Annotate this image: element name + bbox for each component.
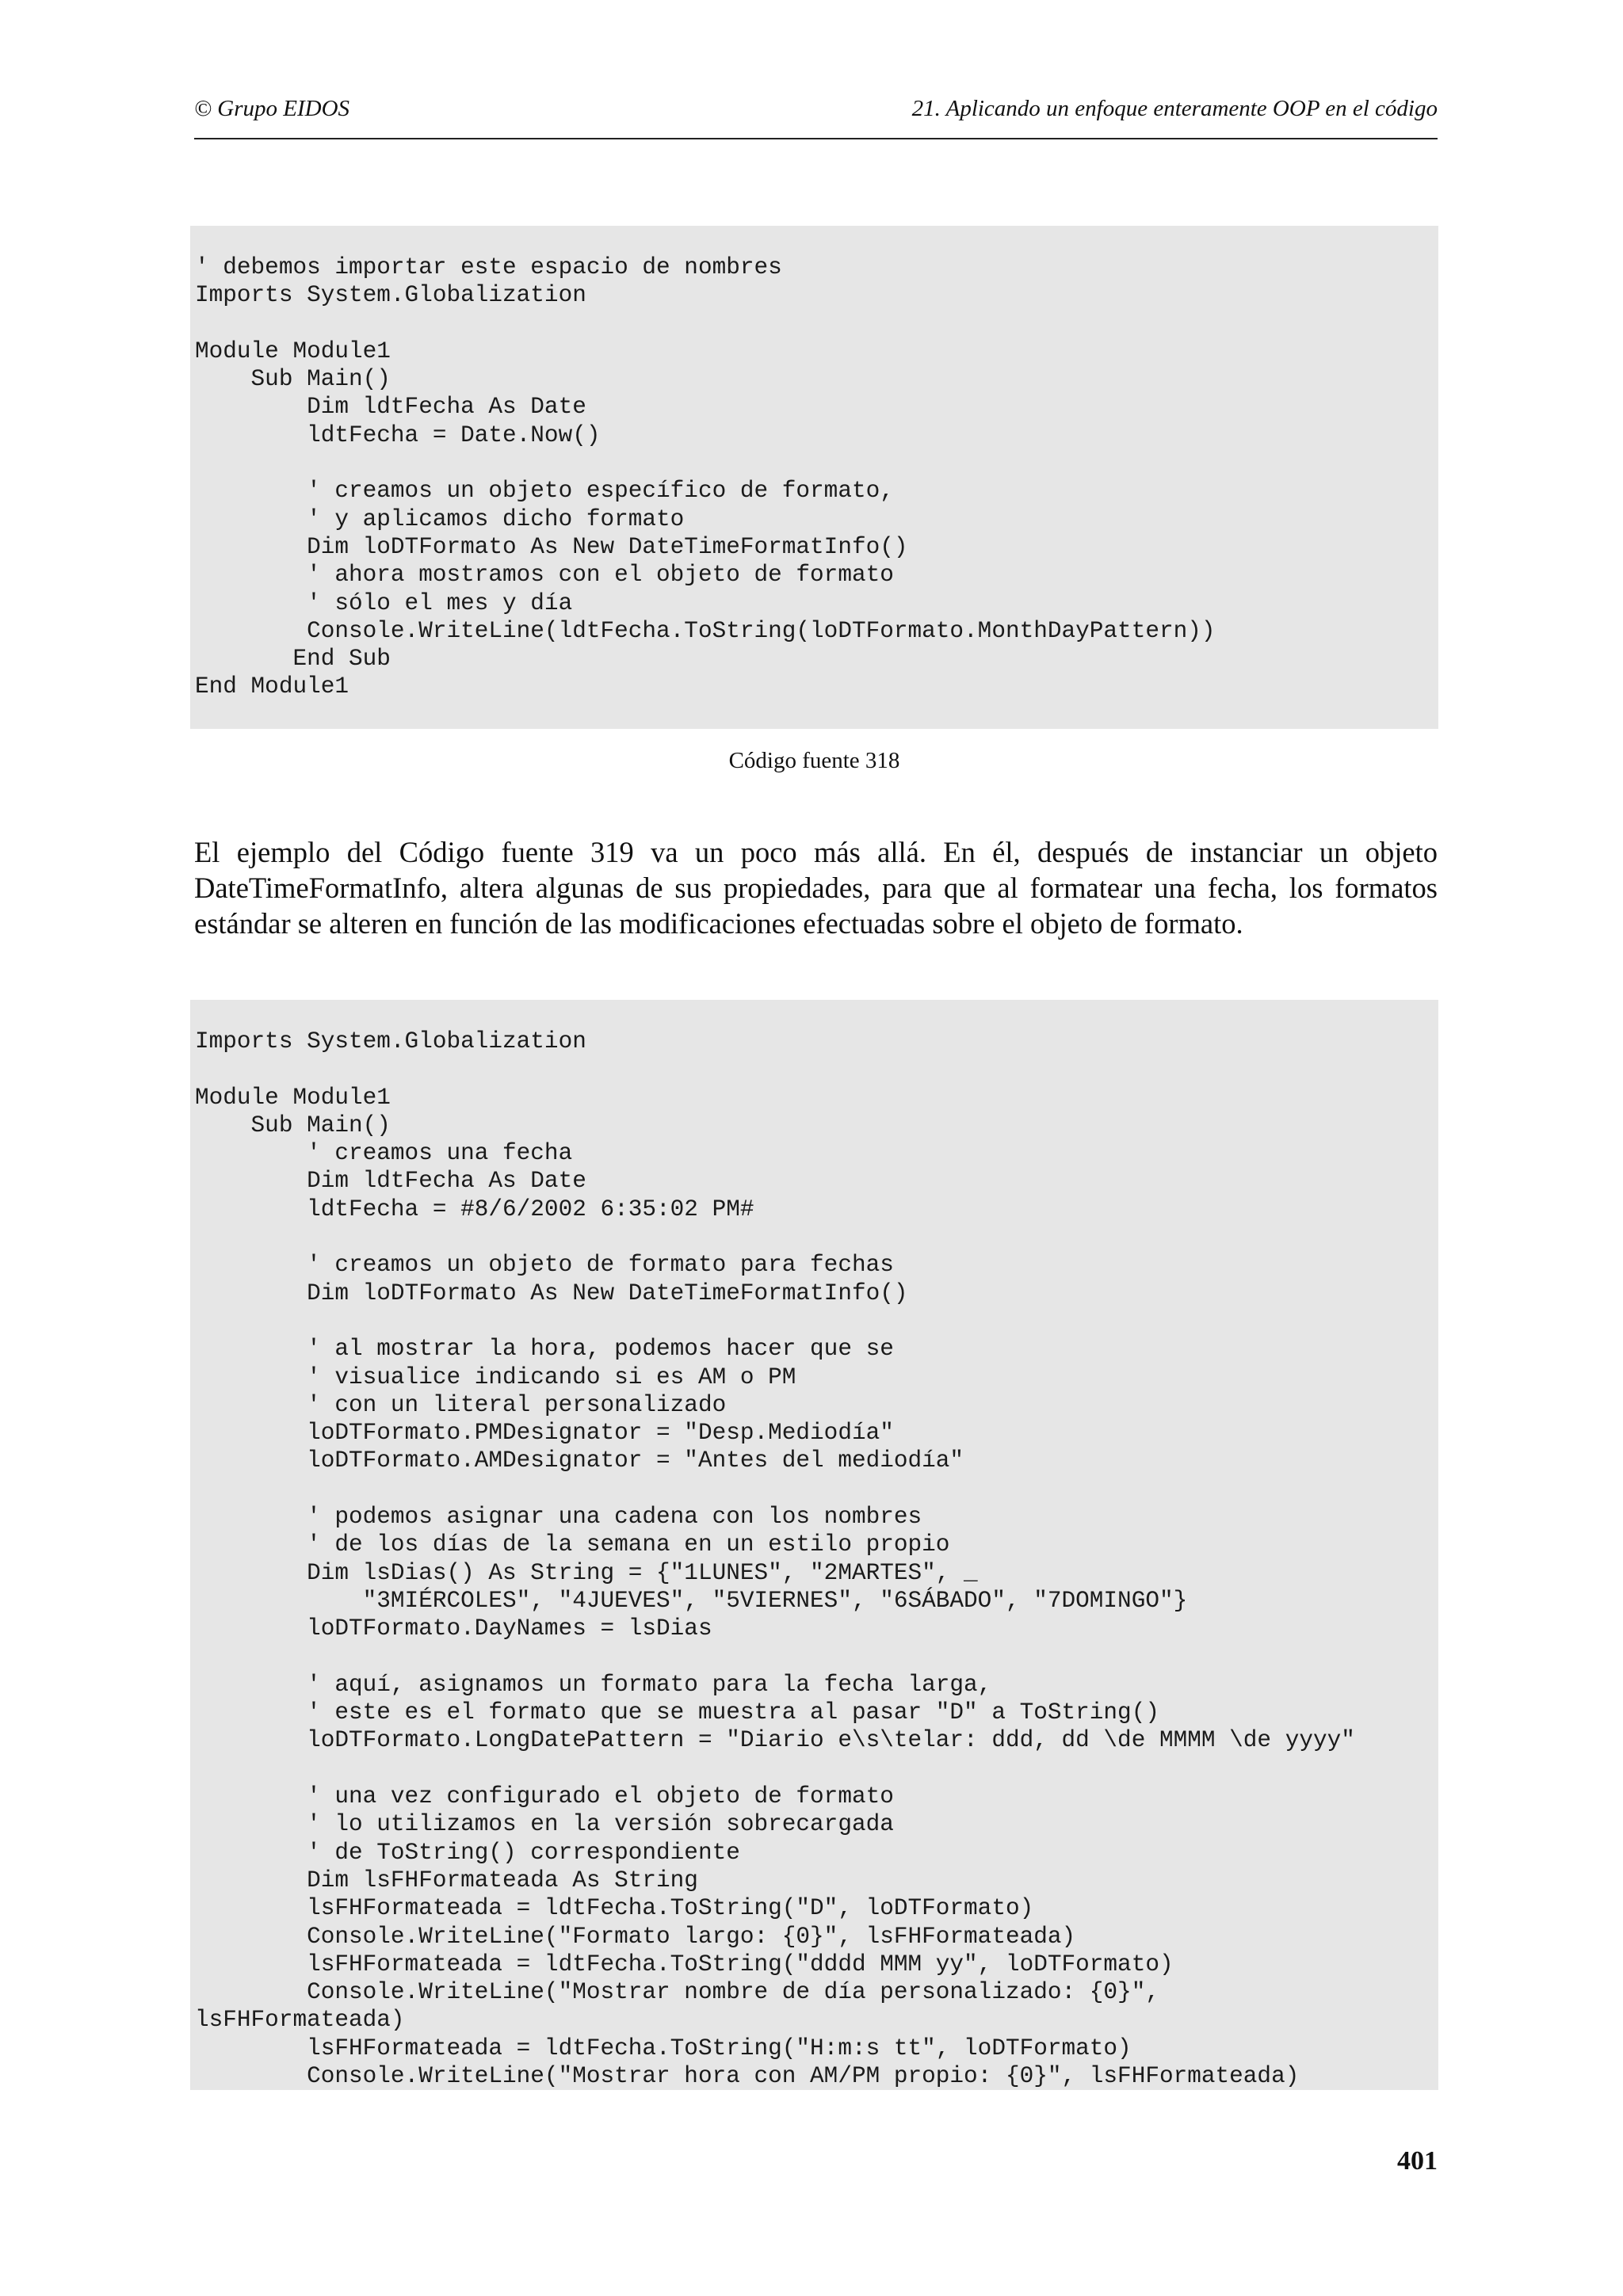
body-paragraph: El ejemplo del Código fuente 319 va un poco más allá. En él, después de instanciar un objeto DateTimeFormatInfo, altera algunas de sus propiedades, para que al formatear una fecha, los formatos estándar se alteren en función de las modificaciones efectuadas sobre el objeto de formato.: [194, 836, 1438, 940]
header-chapter-title: 21. Aplicando un enfoque enteramente OOP en el código: [911, 96, 1438, 121]
code-listing-319: Imports System.Globalization Module Module1 Sub Main() ' creamos una fecha Dim ldtFecha As Date ldtFecha = #8/6/2002 6:35:02 PM# ' creamos un objeto de formato para fechas Dim loDTFormato As New DateTimeFormatInfo() ' al mostrar la hora, podemos hacer que se ' visualice indicando si es AM o PM ' con un literal personalizado loDTFormato.PMDesignator = "Desp.Mediodía" loDTFormato.AMDesignator = "Antes del mediodía" ' podemos asignar una cadena con los nombres ' de los días de la semana en un estilo propio Dim lsDias() As String = {"1LUNES", "2MARTES", _ "3MIÉRCOLES", "4JUEVES", "5VIERNES", "6SÁBADO", "7DOMINGO"} loDTFormato.DayNames = lsDias ' aquí, asignamos un formato para la fecha larga, ' este es el formato que se muestra al pasar "D" a ToString() loDTFormato.LongDatePattern = "Diario e\s\telar: ddd, dd \de MMMM \de yyyy" ' una vez configurado el objeto de formato ' lo utilizamos en la versión sobrecargada ' de ToString() correspondiente Dim lsFHFormateada As String lsFHFormateada = ldtFecha.ToString("D", loDTFormato) Console.WriteLine("Formato largo: {0}", lsFHFormateada) lsFHFormateada = ldtFecha.ToString("dddd MMM yy", loDTFormato) Console.WriteLine("Mostrar nombre de día personalizado: {0}", lsFHFormateada) lsFHFormateada = ldtFecha.ToString("H:m:s tt", loDTFormato) Console.WriteLine("Mostrar hora con AM/PM propio: {0}", lsFHFormateada): [195, 1028, 1355, 2089]
code-caption-318: Código fuente 318: [728, 748, 900, 773]
header-publisher: © Grupo EIDOS: [194, 96, 350, 121]
code-listing-318: ' debemos importar este espacio de nombres Imports System.Globalization Module Module1 Sub Main() Dim ldtFecha As Date ldtFecha = Date.Now() ' creamos un objeto específico de formato, ' y aplicamos dicho formato Dim loDTFormato As New DateTimeFormatInfo() ' ahora mostramos con el objeto de formato ' sólo el mes y día Console.WriteLine(ldtFecha.ToString(loDTFormato.MonthDayPattern)) End Sub End Module1: [195, 254, 1216, 700]
page-number: 401: [1397, 2146, 1438, 2176]
code-block-318: [190, 226, 1438, 729]
code-block-319: [190, 1000, 1438, 2090]
header-divider: [194, 138, 1438, 139]
